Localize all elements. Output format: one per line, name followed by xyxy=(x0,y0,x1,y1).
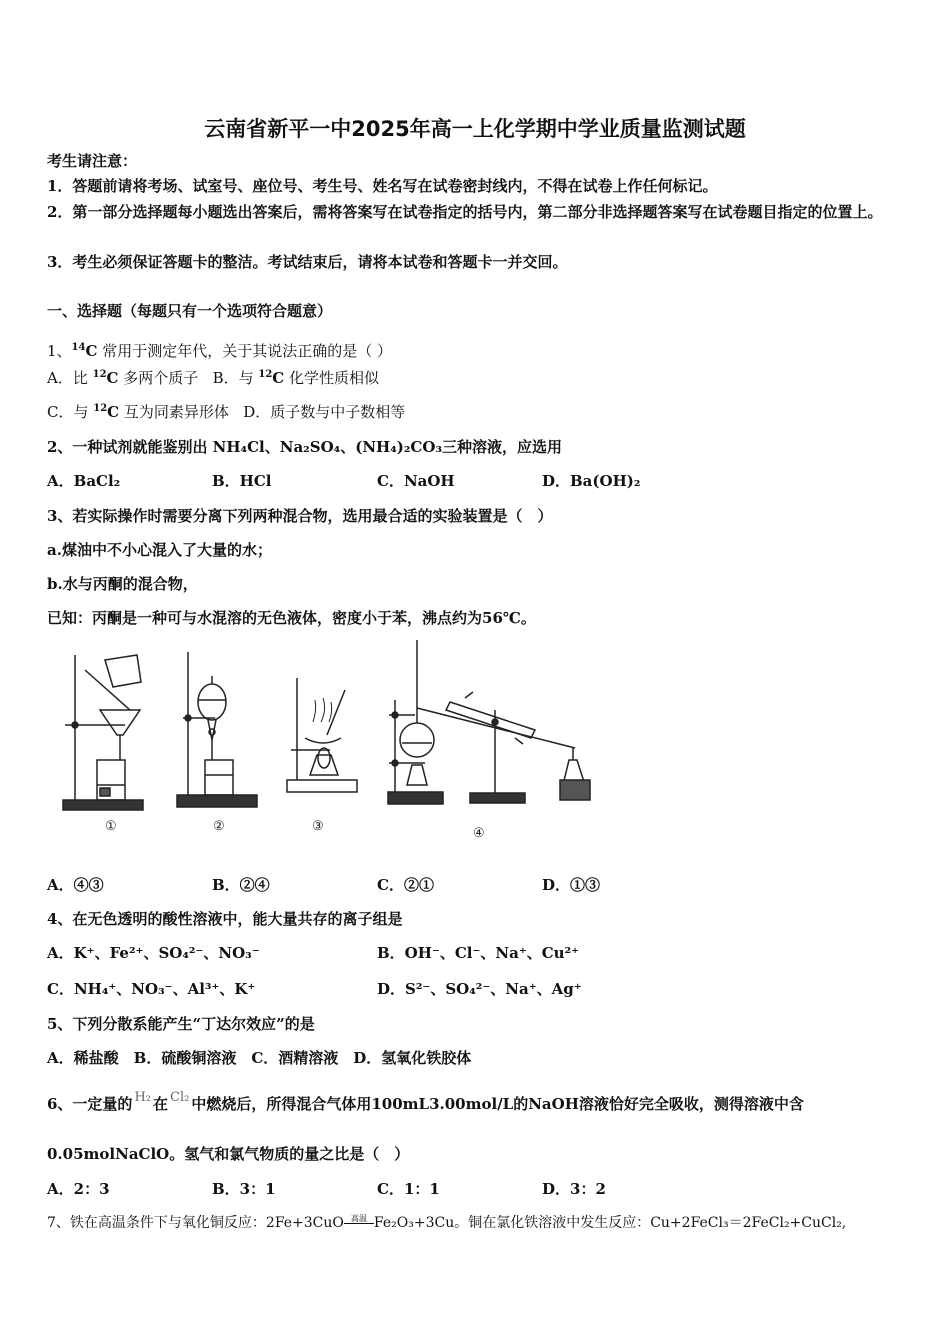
question-1-options-ab: A．比 $^{12}$C 多两个质子 B．与 $^{12}$C 化学性质相似 xyxy=(47,369,380,387)
section-heading: 一、选择题（每题只有一个选项符合题意） xyxy=(47,302,333,320)
q3-option-c: C．②① xyxy=(377,876,434,894)
figure-label-1: ① xyxy=(105,819,117,834)
figure-label-2: ② xyxy=(213,819,225,834)
question-3-known: 已知：丙酮是一种可与水混溶的无色液体，密度小于苯，沸点约为56℃。 xyxy=(47,609,536,627)
notice-item-1: 1．答题前请将考场、试室号、座位号、考生号、姓名写在试卷密封线内，不得在试卷上作任何标记。 xyxy=(47,177,718,195)
question-5-stem: 5、下列分散系能产生“丁达尔效应”的是 xyxy=(47,1015,315,1033)
q4-option-d: D．S²⁻、SO₄²⁻、Na⁺、Ag⁺ xyxy=(377,980,582,998)
figure-label-4: ④ xyxy=(473,826,485,841)
question-5-options: A．稀盐酸 B．硫酸铜溶液 C．酒精溶液 D．氢氧化铁胶体 xyxy=(47,1049,472,1067)
q6-option-c: C．1：1 xyxy=(377,1180,440,1198)
q2-option-a: A．BaCl₂ xyxy=(47,472,121,490)
q2-option-d: D．Ba(OH)₂ xyxy=(542,472,641,490)
figure-label-3: ③ xyxy=(312,819,324,834)
question-1-options-cd: C．与 $^{12}$C 互为同素异形体 D．质子数与中子数相等 xyxy=(47,403,406,421)
notice-heading: 考生请注意： xyxy=(47,152,138,170)
page-title: 云南省新平一中2025年高一上化学期中学业质量监测试题 xyxy=(204,117,746,141)
apparatus-2-separatory-funnel xyxy=(177,652,257,807)
q2-option-b: B．HCl xyxy=(212,472,272,490)
reaction-condition: 高温 xyxy=(344,1215,374,1224)
h2-formula: H₂ xyxy=(134,1090,152,1105)
question-3-item-a: a.煤油中不小心混入了大量的水； xyxy=(47,541,272,559)
question-6-line2: 0.05molNaClO。氢气和氯气物质的量之比是（ ） xyxy=(47,1145,410,1163)
q2-option-c: C．NaOH xyxy=(377,472,455,490)
q1-option-c: C．与 xyxy=(47,403,94,421)
q3-option-a: A．④③ xyxy=(47,876,104,894)
apparatus-1-filtration xyxy=(63,655,143,810)
question-2-stem: 2、一种试剂就能鉴别出 NH₄Cl、Na₂SO₄、(NH₄)₂CO₃三种溶液，应选用 xyxy=(47,438,563,456)
question-6-stem: 6、一定量的 H₂ 在 Cl₂ 中燃烧后，所得混合气体用100mL3.00mol/L的NaOH溶液恰好完全吸收，测得溶液中含 xyxy=(47,1090,804,1113)
apparatus-figure xyxy=(55,640,615,845)
q4-option-a: A．K⁺、Fe²⁺、SO₄²⁻、NO₃⁻ xyxy=(47,944,260,962)
notice-item-3: 3．考生必须保证答题卡的整洁。考试结束后，请将本试卷和答题卡一并交回。 xyxy=(47,253,568,271)
apparatus-4-distillation xyxy=(388,640,590,804)
q3-option-d: D．①③ xyxy=(542,876,601,894)
q1-option-a: A．比 xyxy=(47,369,93,387)
apparatus-3-evaporation xyxy=(287,678,357,792)
q6-option-b: B．3：1 xyxy=(212,1180,276,1198)
q3-option-b: B．②④ xyxy=(212,876,270,894)
question-3-item-b: b.水与丙酮的混合物， xyxy=(47,575,198,593)
cl2-formula: Cl₂ xyxy=(170,1090,190,1105)
notice-item-2: 2．第一部分选择题每小题选出答案后，需将答案写在试卷指定的括号内，第二部分非选择题答案写在试卷题目指定的位置上。 xyxy=(47,203,883,221)
q4-option-c: C．NH₄⁺、NO₃⁻、Al³⁺、K⁺ xyxy=(47,980,256,998)
question-1-stem: 1、$^{14}$C 常用于测定年代，关于其说法正确的是（ ） xyxy=(47,342,392,360)
q6-option-d: D．3：2 xyxy=(542,1180,606,1198)
q4-option-b: B．OH⁻、Cl⁻、Na⁺、Cu²⁺ xyxy=(377,944,580,962)
question-4-stem: 4、在无色透明的酸性溶液中，能大量共存的离子组是 xyxy=(47,910,403,928)
question-7-stem: 7、铁在高温条件下与氧化铜反应：2Fe+3CuO 高温 Fe₂O₃+3Cu。铜在氯化铁溶液中发生反应：Cu+2FeCl₃＝2FeCl₂+CuCl₂, xyxy=(47,1214,847,1231)
q1-option-d: D．质子数与中子数相等 xyxy=(243,403,406,421)
q6-option-a: A．2：3 xyxy=(47,1180,110,1198)
question-3-stem: 3、若实际操作时需要分离下列两种混合物，选用最合适的实验装置是（ ） xyxy=(47,507,553,525)
q1-option-b: B．与 xyxy=(212,369,259,387)
